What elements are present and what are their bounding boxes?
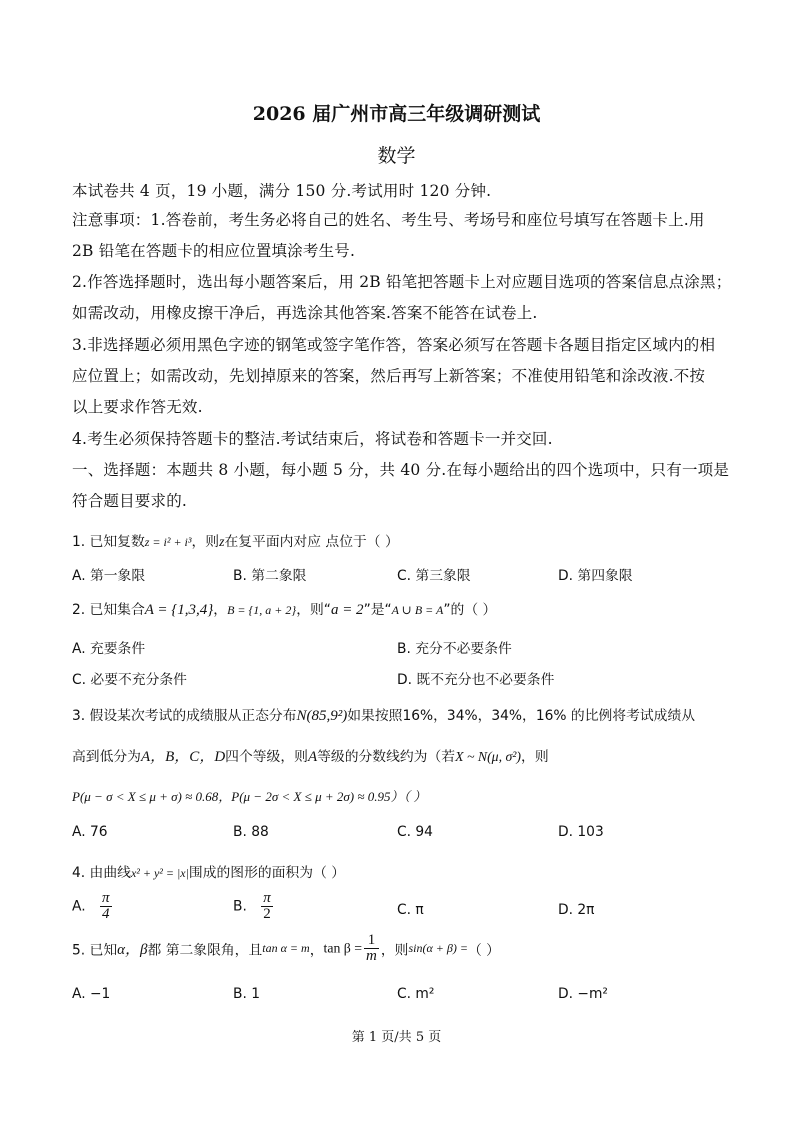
notice-1-text: 1.答卷前，考生务必将自己的姓名、考生号、考场号和座位号填写在答题卡上.用 bbox=[150, 211, 705, 229]
q5-tan-beta: tan β = bbox=[323, 940, 363, 956]
q4-option-c: C. π bbox=[397, 902, 424, 918]
q2-set-a: A = {1,3,4} bbox=[144, 602, 214, 618]
notice-1 bbox=[72, 208, 705, 230]
q4-a-denominator: 4 bbox=[101, 906, 110, 922]
q3-text-e: 等级的分数线约为（若 bbox=[317, 749, 456, 765]
q2-option-b: B. 充分不必要条件 bbox=[397, 641, 512, 657]
q2-text-c: ”是“ bbox=[363, 602, 392, 618]
q5-fraction bbox=[364, 933, 379, 964]
q5-option-b: B. 1 bbox=[233, 986, 261, 1002]
q2-text-b: ，则“ bbox=[296, 602, 331, 618]
section-heading-cont: 符合题目要求的. bbox=[72, 492, 188, 510]
q4-option-b bbox=[233, 891, 273, 922]
notice-4: 4.考生必须保持答题卡的整洁.考试结束后，将试卷和答题卡一并交回. bbox=[72, 430, 553, 448]
q1-formula: z = i² + i³ bbox=[144, 535, 192, 549]
subject-title: 数学 bbox=[377, 145, 416, 167]
q1-var-z: z bbox=[219, 534, 225, 549]
q5-sin-sum: sin(α + β) = bbox=[408, 941, 468, 955]
question-1-stem bbox=[72, 530, 399, 550]
q4-option-b-fraction bbox=[261, 891, 273, 922]
page-number: 第 1 页/共 5 页 bbox=[351, 1030, 442, 1045]
q3-option-c: C. 94 bbox=[397, 824, 433, 840]
q2-text-d: ”的（ ） bbox=[443, 602, 497, 618]
question-3-line1 bbox=[72, 704, 695, 725]
q4-text-b: 围成的图形的面积为（ ） bbox=[188, 865, 346, 881]
q3-text-f: ，则 bbox=[521, 749, 549, 765]
q2-option-d: D. 既不充分也不必要条件 bbox=[397, 672, 555, 688]
q5-text-b: 都 第二象限角，且 bbox=[147, 942, 263, 959]
q1-text-b: ，则 bbox=[191, 534, 220, 550]
q1-option-c: C. 第三象限 bbox=[397, 568, 471, 584]
notice-1-cont: 2B 铅笔在答题卡的相应位置填涂考生号. bbox=[72, 242, 356, 260]
q4-text: 4. 由曲线 bbox=[72, 865, 131, 881]
q3-grade-a: A bbox=[307, 749, 318, 765]
q3-text: 3. 假设某次考试的成绩服从正态分布 bbox=[72, 708, 297, 724]
intro-line: 本试卷共 4 页，19 小题，满分 150 分.考试用时 120 分钟. bbox=[72, 182, 492, 200]
q3-option-a: A. 76 bbox=[72, 824, 108, 840]
q2-option-a: A. 充要条件 bbox=[72, 641, 146, 657]
q5-tan-alpha: tan α = m bbox=[262, 941, 310, 955]
q4-option-d: D. 2π bbox=[558, 902, 595, 918]
notice-2-cont: 如需改动，用橡皮擦干净后，再选涂其他答案.答案不能答在试卷上. bbox=[72, 304, 538, 322]
q1-option-b: B. 第二象限 bbox=[233, 568, 307, 584]
question-4-stem bbox=[72, 861, 345, 881]
q2-text: 2. 已知集合 bbox=[72, 602, 145, 618]
q1-option-a: A. 第一象限 bbox=[72, 568, 146, 584]
notice-label: 注意事项： bbox=[72, 211, 151, 229]
notice-2: 2.作答选择题时，选出每小题答案后，用 2B 铅笔把答题卡上对应题目选项的答案信息点涂黑； bbox=[72, 273, 732, 291]
exam-title: 2026 届广州市高三年级调研测试 bbox=[252, 103, 541, 125]
q4-option-a-label: A. bbox=[72, 898, 86, 915]
q5-text: 5. 已知 bbox=[72, 942, 118, 959]
q4-option-b-label: B. bbox=[233, 898, 247, 915]
q5-numerator: 1 bbox=[364, 933, 379, 949]
q1-option-d: D. 第四象限 bbox=[558, 568, 633, 584]
q3-x-distribution: X ~ N(μ, σ²) bbox=[455, 749, 522, 764]
q4-b-numerator: π bbox=[263, 890, 271, 906]
q5-angles: α，β bbox=[117, 942, 148, 958]
q2-condition: a = 2 bbox=[330, 602, 364, 618]
q3-text-c: 高到低分为 bbox=[72, 749, 141, 765]
q3-option-b: B. 88 bbox=[233, 824, 269, 840]
q2-sep: ， bbox=[213, 602, 228, 618]
q1-text-c: 在复平面内对应 点位于（ ） bbox=[224, 534, 399, 550]
q3-distribution: N(85,9²) bbox=[296, 708, 348, 724]
question-5-stem bbox=[72, 933, 500, 964]
section-heading: 一、选择题：本题共 8 小题，每小题 5 分，共 40 分.在每小题给出的四个选项中，只有一项是 bbox=[72, 461, 730, 479]
q2-option-c: C. 必要不充分条件 bbox=[72, 672, 187, 688]
q3-text-b: 如果按照16%，34%，34%，16% 的比例将考试成绩从 bbox=[347, 708, 696, 724]
q2-union: A ∪ B = A bbox=[391, 603, 444, 617]
question-3-line2 bbox=[72, 745, 549, 766]
q4-option-a-fraction bbox=[100, 891, 112, 922]
q5-denominator: m bbox=[366, 948, 377, 964]
q3-grades: A，B，C，D bbox=[140, 749, 226, 765]
q1-text: 1. 已知复数 bbox=[72, 534, 145, 550]
q5-option-d: D. −m² bbox=[558, 986, 608, 1002]
notice-3-cont2: 以上要求作答无效. bbox=[72, 398, 203, 416]
q4-b-denominator: 2 bbox=[263, 906, 271, 922]
q4-curve: x² + y² = |x| bbox=[130, 866, 189, 880]
q5-text-e: （ ） bbox=[467, 942, 500, 959]
q5-text-c: ， bbox=[309, 942, 324, 959]
q3-option-d: D. 103 bbox=[558, 824, 604, 840]
question-2-stem bbox=[72, 598, 496, 619]
question-3-line3 bbox=[72, 786, 426, 805]
q4-a-numerator: π bbox=[101, 890, 110, 906]
q5-text-d: ，则 bbox=[380, 942, 409, 959]
q5-option-a: A. −1 bbox=[72, 986, 111, 1002]
notice-3: 3.非选择题必须用黑色字迹的钢笔或签字笔作答，答案必须写在答题卡各题目指定区域内的相 bbox=[72, 336, 716, 354]
notice-3-cont: 应位置上；如需改动，先划掉原来的答案，然后再写上新答案；不准使用铅笔和涂改液.不按 bbox=[72, 367, 706, 385]
q3-probabilities: P(μ − σ < X ≤ μ + σ) ≈ 0.68，P(μ − 2σ < X ≤ μ + 2σ) ≈ 0.95）（ ） bbox=[72, 789, 427, 804]
q3-text-d: 四个等级，则 bbox=[225, 749, 308, 765]
q5-option-c: C. m² bbox=[397, 986, 435, 1002]
q2-set-b: B = {1, a + 2} bbox=[227, 603, 297, 617]
q4-option-a bbox=[72, 891, 112, 922]
